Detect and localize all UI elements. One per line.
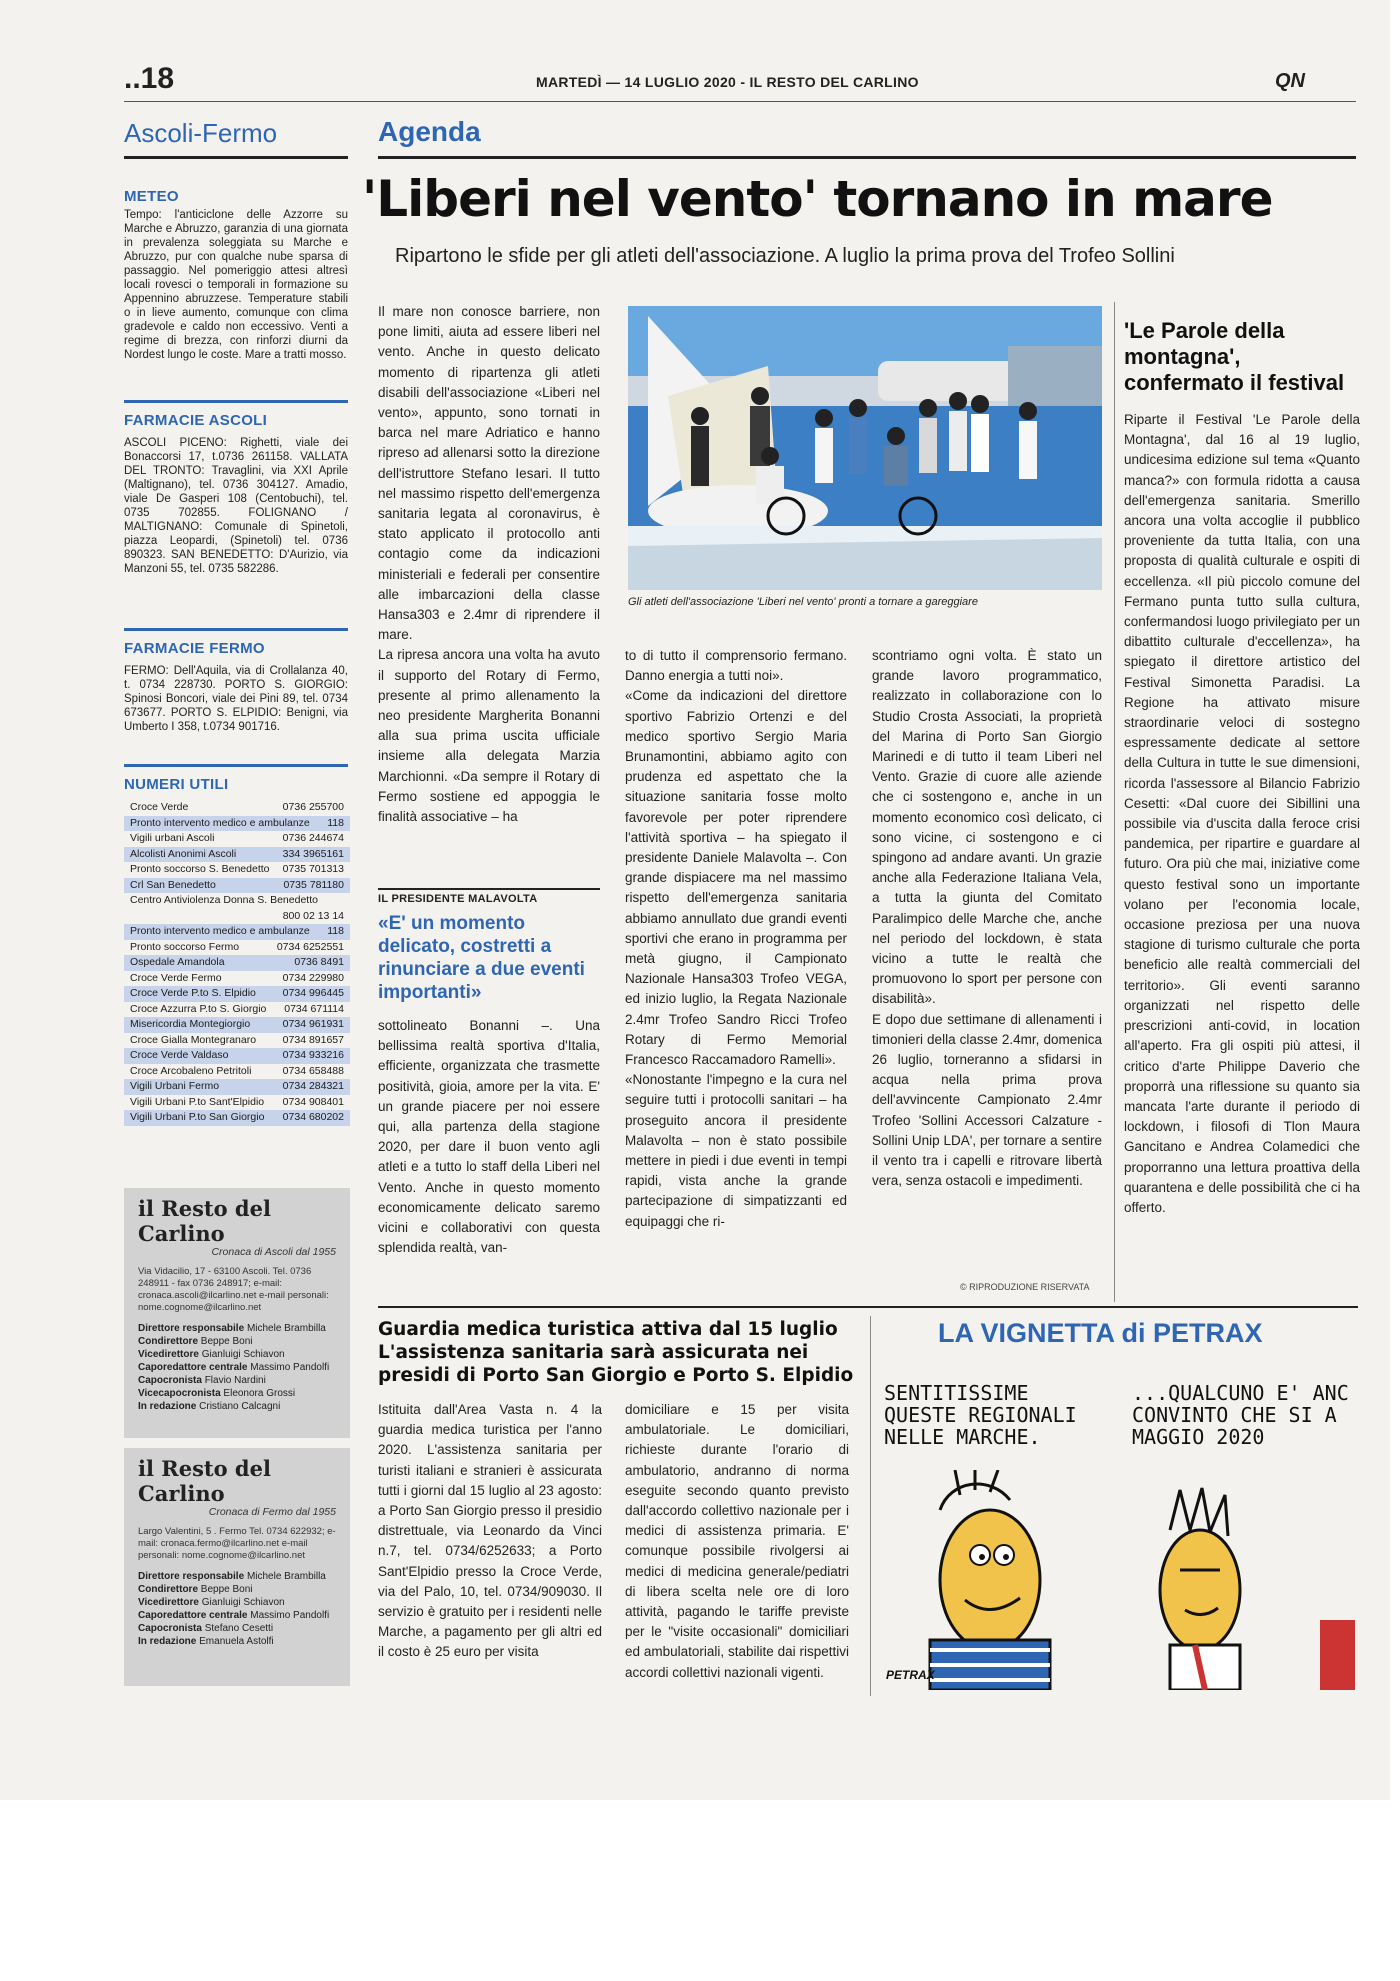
rights-notice: © RIPRODUZIONE RISERVATA <box>960 1282 1090 1292</box>
qn-logo: QN <box>1275 70 1305 92</box>
numeri-utili-row <box>124 1064 350 1080</box>
article-col-2-bottom: sottolineato Bonanni –. Una bellissima realtà sportiva d'Italia, efficiente, organizzata che trasmette positività, gioia, amore per la vita. E' un grande piacere per noi essere qui, alla partenza della stagione 2020, per dare il buon vento agli atleti e a tutto lo staff della Liberi nel Vento. Anche in questo momento economicamente delicato saremo vicini e collaborativi con questa splendida realtà, van- <box>378 1018 600 1256</box>
article-photo <box>628 306 1102 590</box>
numeri-utili-row <box>124 986 350 1002</box>
row-number: 0734 229980 <box>282 971 344 984</box>
numeri-utili-row <box>124 847 350 863</box>
staff-role: Vicecapocronista <box>138 1388 221 1399</box>
row-number: 800 02 13 14 <box>282 909 344 922</box>
staff-role: In redazione <box>138 1636 197 1647</box>
row-number: 0734 996445 <box>282 987 344 999</box>
numeri-utili-row <box>124 1017 350 1033</box>
numeri-utili-row <box>124 1079 350 1095</box>
row-name: Croce Azzurra P.to S. Giorgio <box>130 1002 267 1015</box>
paragraph: Il mare non conosce barriere, non pone limiti, aiuta ad essere liberi nel vento. Anche in questo delicato momento di ripartenza gli atleti disabili dell'associazione «Liberi nel vento», appunto, sono tornati in barca nel mare Adriatico e hanno ripreso ad allenarsi sotto la direzione dell'istruttore Stefano Iesari. Il tutto nel massimo rispetto dell'emergenza sanitaria legata al coronavirus, è stato applicato il protocollo anti contagio come da indicazioni ministeriali e federali per consentire alle imbarcazioni della classe Hansa303 e 2.4mr di riprendere il mare. <box>378 304 600 643</box>
staff-line <box>138 1622 338 1635</box>
row-number: 334 3965161 <box>282 847 344 860</box>
staff-name: Michele Brambilla <box>246 1323 326 1334</box>
paragraph: «Come da indicazioni del direttore sportivo Fabrizio Ortenzi e del medico sportivo Sergio Maria Brunamontini, abbiamo agito con prudenza ed aspettato che la situazione sanitaria fosse molto favorevole per poter riprendere l'attività sportiva – ha spiegato il presidente Daniele Malavolta –. Con grande dispiacere ma nel massimo rispetto dell'emergenza sanitaria abbiamo annullato due grandi eventi sportivi che erano in programma per metà giugno, il Campionato Nazionale Hansa303 Trofeo VEGA, ed inizio luglio, la Regata Nazionale 2.4mr Trofeo Sandro Ricci Trofeo Rotary di Fermo Memorial Francesco Raccamadoro Ramelli». <box>625 688 847 1068</box>
row-name: Vigili Urbani Fermo <box>130 1080 220 1092</box>
quote-rule <box>378 888 600 890</box>
numeri-utili-row <box>124 955 350 971</box>
row-name: Croce Verde Fermo <box>130 971 222 984</box>
row-name: Croce Verde P.to S. Elpidio <box>130 987 256 999</box>
festival-body: Riparte il Festival 'Le Parole della Montagna', dal 16 al 19 luglio, undicesima edizione sul tema «Quanto manca?» con formula ridotta a causa dell'emergenza sanitaria. Smerillo ancora una volta accoglie il pubblico proveniente da tutta Italia, con una proposta di qualità culturale e ospiti di eccellenza. «Il più piccolo comune del Fermano punta tutto sulla cultura, confermandosi luogo privilegiato per un dibattito culturale d'eccellenza», ha spiegato il direttore artistico del Festival Simonetta Paradisi. La Regione ha attivato misure straordinarie veloci di sostegno espressamente dedicate al settore della Cultura in tutte le sue dimensioni, ricorda l'assessore al Bilancio Fabrizio Cesetti: «Dal cuore dei Sibillini una possibile via d'uscita dalla feroce crisi pandemica, per ripartire e guardare al futuro. Ora più che mai, iniziative come questo festival sono un importante volano per l'economia locale, occasione preziosa per una nuova stagione di turismo culturale che porta beneficio alle realtà commerciali del territorio». Gli eventi saranno organizzati nel rispetto delle prescrizioni anti-covid, in location all'aperto. Fra gli ospiti più attesi, il critico d'arte Philippe Daverio che proporrà una riflessione su quanto sia mancata l'arte durante il periodo di lockdown, i filosofi di Tlon Maura Gancitano e Andrea Colamedici che proporranno una lettura proattiva della quarantena e delle possibilità che ci ha offerto. <box>1124 412 1360 1215</box>
numeri-utili-row <box>124 940 350 956</box>
staff-name: Beppe Boni <box>200 1336 253 1347</box>
row-number: 0734 671114 <box>284 1002 344 1015</box>
row-name: Vigili Urbani P.to Sant'Elpidio <box>130 1095 265 1108</box>
masthead-subtitle: Cronaca di Fermo dal 1955 <box>208 1506 336 1518</box>
bubble-left: SENTITISSIME QUESTE REGIONALI NELLE MARCHE. <box>884 1381 1077 1449</box>
farmacie-ascoli-title: FARMACIE ASCOLI <box>124 412 268 429</box>
row-name: Croce Gialla Montegranaro <box>130 1033 257 1046</box>
guardia-col-1: Istituita dall'Area Vasta n. 4 la guardia medica turistica per l'anno 2020. L'assistenza sanitaria per turisti italiani e stranieri è assicurata tutti i giorni dal 15 luglio al 23 agosto: a Porto San Giorgio presso il presidio distrettuale, via Leonardo da Vinci n.7, tel. 0734/6252633; a Porto Sant'Elpidio presso la Croce Verde, via del Palo, 10, tel. 0734/909030. Il servizio è gratuito per i residenti nelle Marche, a pagamento per gli altri ed il costo è 25 euro per visita <box>378 1402 602 1660</box>
article-subhead: Ripartono le sfide per gli atleti dell'associazione. A luglio la prima prova del Trofeo Sollini <box>395 245 1175 267</box>
staff-name: Gianluigi Schiavon <box>201 1349 285 1360</box>
row-number: 0734 961931 <box>282 1018 344 1030</box>
row-name: Vigili Urbani P.to San Giorgio <box>130 1111 265 1123</box>
row-name: Pronto soccorso Fermo <box>130 940 240 953</box>
staff-role: Capocronista <box>138 1623 202 1634</box>
page-number: ..18 <box>124 62 175 95</box>
row-name: Croce Arcobaleno Petritoli <box>130 1064 252 1077</box>
staff-role: Condirettore <box>138 1584 198 1595</box>
staff-role: Caporedattore centrale <box>138 1362 248 1373</box>
masthead-subtitle: Cronaca di Ascoli dal 1955 <box>211 1246 336 1258</box>
rubric-rule <box>378 156 1356 159</box>
masthead-staff <box>138 1322 338 1413</box>
row-number: 0734 891657 <box>282 1033 344 1046</box>
section-rule <box>124 156 348 159</box>
row-name: Croce Verde <box>130 801 189 813</box>
staff-name: Cristiano Calcagni <box>199 1401 281 1412</box>
row-name: Pronto intervento medico e ambulanze <box>130 816 310 829</box>
numeri-utili-row <box>124 831 350 847</box>
numeri-utili-row <box>124 1110 350 1126</box>
masthead-address: Largo Valentini, 5 . Fermo Tel. 0734 622932; e-mail: cronaca.fermo@ilcarlino.net e-mail personali: nome.cognome@ilcarlino.net <box>138 1526 336 1561</box>
staff-name: Massimo Pandolfi <box>250 1362 330 1373</box>
numeri-utili-row <box>124 800 350 816</box>
bottom-rule <box>378 1306 1358 1308</box>
row-number: 0734 908401 <box>282 1095 344 1108</box>
masthead-staff <box>138 1570 338 1648</box>
farmacie-ascoli-text: ASCOLI PICENO: Righetti, viale dei Bonaccorsi 17, t.0736 261158. VALLATA DEL TRONTO: Travaglini, via XXI Aprile (Maltignano), tel. 0736 304127. Amadio, viale De Gasperi 108 (Centobuchi), tel. 0735 702855. FOLIGNANO / MALTIGNANO: Comunale di Spinetoli, piazza Leopardi, (Spinetoli) tel. 0736 890323. SAN BENEDETTO: D'Aurizio, via Manzoni 55, tel. 0735 582286. <box>124 437 348 575</box>
row-name: Crl San Benedetto <box>130 878 216 891</box>
staff-line <box>138 1635 338 1648</box>
staff-role: In redazione <box>138 1401 197 1412</box>
staff-role: Capocronista <box>138 1375 202 1386</box>
article-col-1 <box>378 302 600 827</box>
staff-name: Emanuela Astolfi <box>199 1636 274 1647</box>
numeri-utili-title: NUMERI UTILI <box>124 776 229 793</box>
masthead-title: il Resto del Carlino <box>138 1456 271 1506</box>
row-number: 0736 8491 <box>294 956 344 968</box>
section-title: Ascoli-Fermo <box>124 118 278 148</box>
staff-name: Gianluigi Schiavon <box>201 1597 285 1608</box>
masthead-fermo <box>124 1448 350 1686</box>
staff-name: Stefano Cesetti <box>204 1623 274 1634</box>
divider <box>124 764 348 767</box>
staff-role: Vicedirettore <box>138 1349 199 1360</box>
paragraph: «Nonostante l'impegno e la cura nel seguire tutti i protocolli sanitari – ha proseguito ancora il presidente Malavolta – non è stato possibile mettere in piedi i due eventi in tempi rapidi, vista anche la grande partecipazione di simpatizzanti ed equipaggi che ri- <box>625 1072 847 1229</box>
row-number: 118 <box>327 925 344 937</box>
staff-line <box>138 1361 338 1374</box>
numeri-utili-row <box>124 862 350 878</box>
numeri-utili-row <box>124 971 350 987</box>
festival-title: 'Le Parole della montagna', confermato il festival <box>1124 318 1345 395</box>
row-name: Pronto soccorso S. Benedetto <box>130 863 270 875</box>
guardia-col-2: domiciliare e 15 per visita ambulatoriale. Le domiciliari, richieste durante l'orario di ambulatorio, andranno di norma eseguite secondo quanto previsto dall'accordo collettivo nazionale per i medici di assistenza primaria. E' comunque possibile rivolgersi ai medici di medicina generale/pediatri di libera scelta nele ore di loro attività, pagando le tariffe previste per le "visite occasionali" domiciliari ed ambulatoriali, stabilite dai rispettivi accordi collettivi nazionali vigenti. <box>625 1402 849 1680</box>
meteo-title: METEO <box>124 188 179 205</box>
row-name: Ospedale Amandola <box>130 956 225 968</box>
row-number: 0734 6252551 <box>276 940 344 953</box>
paragraph: La ripresa ancora una volta ha avuto il supporto del Rotary di Fermo, presente al primo allenamento la neo presidente Margherita Bonanni alla sua prima uscita ufficiale insieme alla delegata Marzia Marchionni. «Da sempre il Rotary di Fermo sostiene ed appoggia le finalità associative – ha <box>378 647 600 825</box>
row-name: Vigili urbani Ascoli <box>130 832 215 844</box>
article-headline: 'Liberi nel vento' tornano in mare <box>362 170 1273 228</box>
row-number: 0734 284321 <box>282 1080 344 1092</box>
staff-line <box>138 1348 338 1361</box>
numeri-utili-row <box>124 1095 350 1111</box>
row-number: 0735 781180 <box>283 878 344 891</box>
staff-role: Vicedirettore <box>138 1597 199 1608</box>
numeri-utili-row <box>124 816 350 832</box>
column-separator <box>1114 302 1115 1302</box>
staff-name: Eleonora Grossi <box>223 1388 296 1399</box>
numeri-utili-list <box>124 800 350 1126</box>
bubble-right: ...QUALCUNO E' ANC CONVINTO CHE SI A MAGGIO 2020 <box>1132 1381 1349 1449</box>
article-col-4 <box>872 646 1102 1191</box>
row-number: 0735 701313 <box>282 863 344 875</box>
staff-role: Condirettore <box>138 1336 198 1347</box>
staff-role: Caporedattore centrale <box>138 1610 248 1621</box>
staff-line <box>138 1583 338 1596</box>
row-number: 0736 255700 <box>282 801 344 813</box>
masthead-address: Via Vidacilio, 17 - 63100 Ascoli. Tel. 0736 248911 - fax 0736 248917; e-mail: cronaca.ascoli@ilcarlino.net e-mail personali: nome.cognome@ilcarlino.net <box>138 1266 329 1313</box>
staff-name: Flavio Nardini <box>204 1375 266 1386</box>
photo-caption: Gli atleti dell'associazione 'Liberi nel vento' pronti a tornare a gareggiare <box>628 596 978 608</box>
cartoon-drawing <box>880 1470 1360 1690</box>
row-name: Croce Verde Valdaso <box>130 1049 229 1061</box>
staff-line <box>138 1596 338 1609</box>
header-rule <box>124 101 1356 102</box>
staff-role: Direttore responsabile <box>138 1323 245 1334</box>
paragraph: to di tutto il comprensorio fermano. Danno energia a tutti noi». <box>625 648 847 684</box>
date-line: MARTEDÌ — 14 LUGLIO 2020 - IL RESTO DEL CARLINO <box>536 74 919 90</box>
staff-line <box>138 1400 338 1413</box>
numeri-utili-row <box>124 1002 350 1018</box>
numeri-utili-row <box>124 924 350 940</box>
farmacie-fermo-text: FERMO: Dell'Aquila, via di Crollalanza 40, t. 0734 228730. PORTO S. GIORGIO: Spinosi Boncori, viale dei Pini 89, tel. 0734 673677. PORTO S. ELPIDIO: Benigni, via Umberto I 358, t.0734 901716. <box>124 665 348 733</box>
staff-line <box>138 1322 338 1335</box>
staff-line <box>138 1570 338 1583</box>
staff-line <box>138 1374 338 1387</box>
staff-line <box>138 1387 338 1400</box>
staff-name: Michele Brambilla <box>246 1571 326 1582</box>
staff-line <box>138 1609 338 1622</box>
column-separator <box>870 1316 871 1696</box>
row-number: 0736 244674 <box>282 832 344 844</box>
row-name: Alcolisti Anonimi Ascoli <box>130 847 237 860</box>
staff-name: Beppe Boni <box>200 1584 253 1595</box>
sailing-team-photo <box>628 306 1102 590</box>
paragraph: scontriamo ogni volta. È stato un grande lavoro programmatico, realizzato in collaborazione con lo Studio Crosta Associati, la proprietà del Marina di Porto San Giorgio Marinedi e di tutto il team Liberi nel Vento. Grazie di cuore alle aziende che ci sostengono e, anche in un momento economico così delicato, ci sono vicine, ci sostengono e ci spingono ad andare avanti. Un grazie anche alla Federazione Italiana Vela, a tutta la giunta del Comitato Paralimpico delle Marche che, anche nel periodo del lockdown, è stata vicino a tutte le realtà che promuovono lo sport per persone con disabilità». <box>872 648 1102 1007</box>
guardia-title: Guardia medica turistica attiva dal 15 luglio L'assistenza sanitaria sarà assicurata nei presidi di Porto San Giorgio e Porto S. Elpidio <box>378 1319 854 1386</box>
cartoon-signature: PETRAX <box>886 1668 935 1682</box>
staff-name: Massimo Pandolfi <box>250 1610 330 1621</box>
row-number: 0734 680202 <box>282 1111 344 1123</box>
row-name: Misericordia Montegiorgio <box>130 1018 251 1030</box>
farmacie-fermo-title: FARMACIE FERMO <box>124 640 265 657</box>
row-number: 0734 658488 <box>282 1064 344 1077</box>
row-number: 118 <box>327 816 344 829</box>
masthead-ascoli <box>124 1188 350 1438</box>
divider <box>124 400 348 403</box>
vignetta-title: LA VIGNETTA di PETRAX <box>938 1318 1263 1348</box>
numeri-utili-row <box>124 893 350 909</box>
staff-role: Direttore responsabile <box>138 1571 245 1582</box>
quote-label: IL PRESIDENTE MALAVOLTA <box>378 893 538 905</box>
masthead-title: il Resto del Carlino <box>138 1196 271 1246</box>
numeri-utili-row <box>124 909 350 925</box>
article-col-3 <box>625 646 847 1232</box>
paragraph: E dopo due settimane di allenamenti i timonieri della classe 2.4mr, domenica 26 luglio, torneranno a sfidarsi in acqua nella prima prova dell'avvincente Campionato 2.4mr Trofeo 'Sollini Accessori Calzature - Sollini Unip LDA', per tornare a sentire il vento tra i capelli e ritrovare libertà vera, senza ostacoli e impedimenti. <box>872 1011 1102 1189</box>
row-name: Pronto intervento medico e ambulanze <box>130 925 310 937</box>
row-number: 0734 933216 <box>282 1049 344 1061</box>
numeri-utili-row <box>124 1048 350 1064</box>
numeri-utili-row <box>124 878 350 894</box>
row-name: Centro Antiviolenza Donna S. Benedetto <box>130 894 318 906</box>
meteo-text: Tempo: l'anticiclone delle Azzorre su Marche e Abruzzo, garanzia di una giornata in prevalenza soleggiata su Marche e Abruzzo, pur con qualche nube sparsa di passaggio. Nel pomeriggio attesi altresì locali rovesci o temporali in formazione su Appennino abruzzese. Temperature stabili o in lieve aumento, comunque con clima gradevole e caldo non eccessivo. Venti a regime di brezza, con rinforzi diurni da Nordest lungo le coste. Mare a tratti mosso. <box>124 209 348 361</box>
staff-line <box>138 1335 338 1348</box>
numeri-utili-row <box>124 1033 350 1049</box>
divider <box>124 628 348 631</box>
quote-title: «E' un momento delicato, costretti a rinunciare a due eventi importanti» <box>378 913 585 1003</box>
rubric-title: Agenda <box>378 116 481 147</box>
